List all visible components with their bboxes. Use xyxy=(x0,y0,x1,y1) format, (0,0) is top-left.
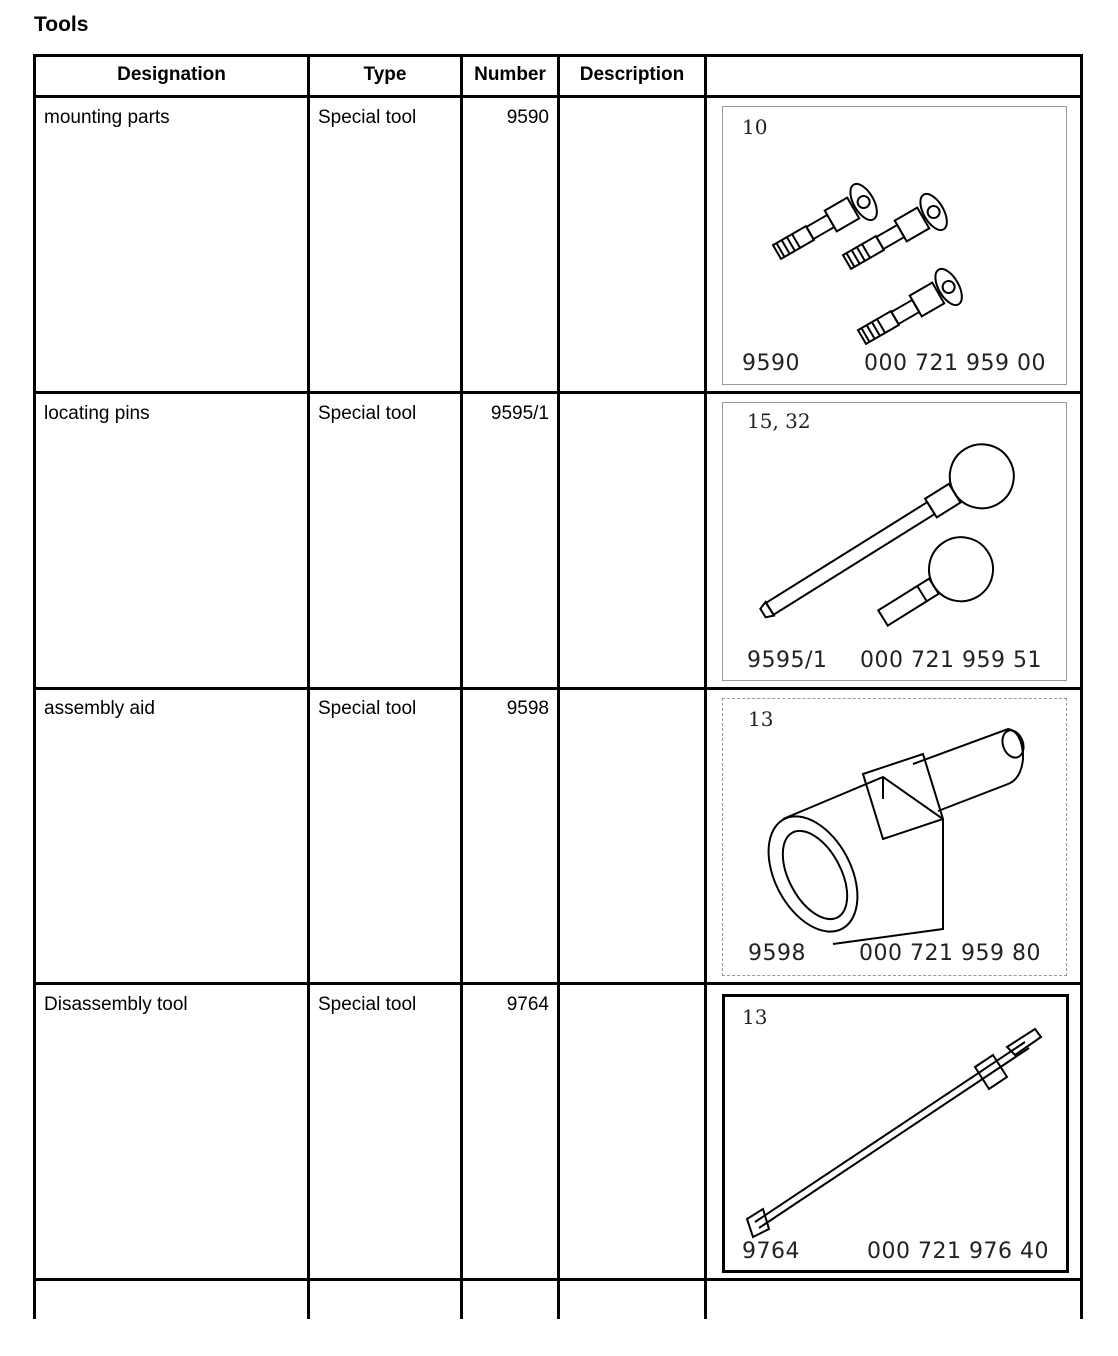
illustration-tool-number: 9598 xyxy=(748,941,806,966)
page-title: Tools xyxy=(34,13,89,36)
illustration-part-number: 000 721 976 40 xyxy=(867,1239,1049,1264)
illustration-ref: 13 xyxy=(748,707,774,731)
cell-designation: locating pins xyxy=(44,403,150,424)
locating-pins-drawing xyxy=(723,403,1066,680)
cell-number: 9595/1 xyxy=(490,403,549,424)
tool-illustration-9590 xyxy=(722,106,1067,385)
disassembly-tool-drawing xyxy=(725,997,1066,1270)
cell-designation: Disassembly tool xyxy=(44,994,188,1015)
assembly-aid-drawing xyxy=(723,699,1066,975)
cell-number: 9764 xyxy=(506,994,549,1015)
header-description: Description xyxy=(579,64,685,85)
tool-illustration-9764 xyxy=(722,994,1069,1273)
cell-number: 9590 xyxy=(506,107,549,128)
tool-illustration-9595-1 xyxy=(722,402,1067,681)
cell-number: 9598 xyxy=(506,698,549,719)
cell-designation: mounting parts xyxy=(44,107,170,128)
illustration-ref: 15, 32 xyxy=(747,409,811,433)
cell-type: Special tool xyxy=(318,698,417,719)
header-number: Number xyxy=(474,64,546,85)
illustration-part-number: 000 721 959 51 xyxy=(860,648,1042,673)
cell-type: Special tool xyxy=(318,403,417,424)
mounting-parts-drawing xyxy=(723,107,1066,384)
illustration-part-number: 000 721 959 00 xyxy=(864,351,1046,376)
illustration-tool-number: 9595/1 xyxy=(747,648,828,673)
illustration-part-number: 000 721 959 80 xyxy=(859,941,1041,966)
tool-illustration-9598 xyxy=(722,698,1067,976)
cell-type: Special tool xyxy=(318,994,417,1015)
cell-designation: assembly aid xyxy=(44,698,155,719)
illustration-tool-number: 9764 xyxy=(742,1239,800,1264)
header-type: Type xyxy=(363,64,407,85)
illustration-ref: 13 xyxy=(742,1005,768,1029)
header-designation: Designation xyxy=(117,64,226,85)
cell-type: Special tool xyxy=(318,107,417,128)
illustration-tool-number: 9590 xyxy=(742,351,800,376)
illustration-ref: 10 xyxy=(742,115,768,139)
